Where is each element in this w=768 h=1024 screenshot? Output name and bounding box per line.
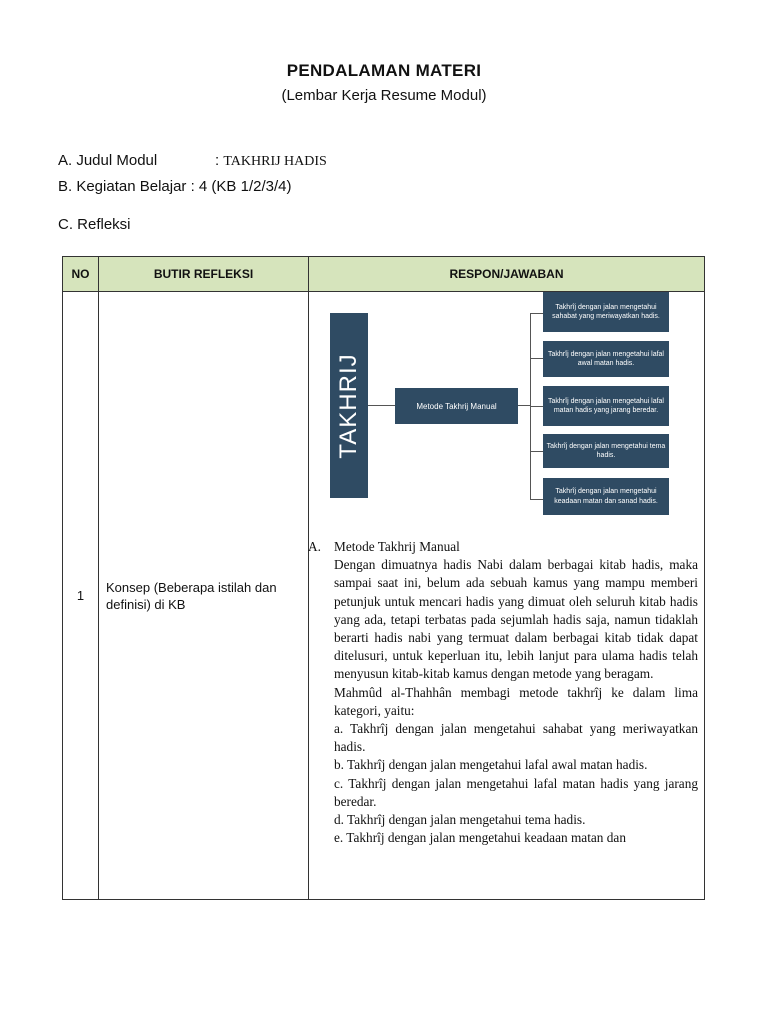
kegiatan-belajar-line: B. Kegiatan Belajar : 4 (KB 1/2/3/4) (58, 178, 292, 195)
diagram-branch-box: Takhrîj dengan jalan mengetahui sahabat yang meriwayatkan hadis. (543, 292, 669, 332)
diagram-root-label: TAKHRIJ (335, 352, 362, 459)
judul-label: A. Judul Modul (58, 152, 158, 169)
response-heading-marker: A. (308, 539, 321, 554)
page-subtitle: (Lembar Kerja Resume Modul) (281, 87, 487, 104)
diagram-branch-box: Takhrîj dengan jalan mengetahui tema hadis. (543, 434, 669, 468)
header-respon-jawaban: RESPON/JAWABAN (308, 256, 705, 292)
diagram-connector (530, 499, 543, 500)
row-butir-refleksi (98, 291, 309, 900)
response-text (308, 538, 698, 847)
judul-modul-line (58, 152, 327, 170)
diagram-method-box: Metode Takhrij Manual (395, 388, 518, 424)
response-heading-text: Metode Takhrij Manual (334, 539, 460, 554)
response-list-item: a. Takhrîj dengan jalan mengetahui sahabat yang meriwayatkan hadis. (334, 721, 698, 755)
response-paragraph: Mahmûd al-Thahhân membagi metode takhrîj ke dalam lima kategori, yaitu: (334, 684, 698, 718)
diagram-connector (530, 451, 543, 452)
diagram-connector (518, 405, 530, 406)
diagram-connector (530, 313, 543, 314)
response-list-item: e. Takhrîj dengan jalan mengetahui keadaan matan dan (334, 830, 626, 846)
diagram-branch-box: Takhrîj dengan jalan mengetahui lafal matan hadis yang jarang beredar. (543, 386, 669, 426)
row-number: 1 (62, 291, 99, 900)
diagram-branch-box: Takhrîj dengan jalan mengetahui keadaan matan dan sanad hadis. (543, 478, 669, 515)
judul-colon: : (215, 152, 220, 169)
page-title: PENDALAMAN MATERI (286, 61, 482, 80)
refleksi-heading: C. Refleksi (58, 216, 131, 233)
diagram-connector (368, 405, 395, 406)
diagram-connector (530, 406, 543, 407)
response-body (308, 556, 698, 847)
judul-value: TAKHRIJ HADIS (223, 154, 327, 169)
header-no: NO (62, 256, 99, 292)
diagram-branch-box: Takhrîj dengan jalan mengetahui lafal awal matan hadis. (543, 341, 669, 377)
response-list-item: b. Takhrîj dengan jalan mengetahui lafal awal matan hadis. (334, 757, 648, 773)
diagram-connector (530, 358, 543, 359)
response-heading (308, 538, 698, 556)
diagram-root-box (330, 313, 368, 498)
response-list-item: d. Takhrîj dengan jalan mengetahui tema hadis. (334, 812, 586, 828)
response-paragraph: Dengan dimuatnya hadis Nabi dalam berbagai kitab hadis, maka sampai saat ini, belum ada sebuah kamus yang mampu memberi petunjuk untuk mencari hadis yang dimuat oleh seluruh kitab hadis yang ada, tetapi terbatas pada sejumlah hadis saja, namun tidaklah berarti hadis nabi yang termuat dalam berbagai kitab tidak dapat ditelusuri, untuk keperluan itu, lebih lanjut para ulama hadis telah menyusun kitab-kitab kamus dengan metode yang beragam. (334, 557, 698, 682)
response-list-item: c. Takhrîj dengan jalan mengetahui lafal matan hadis yang jarang beredar. (334, 775, 698, 809)
header-butir-refleksi: BUTIR REFLEKSI (98, 256, 309, 292)
butir-text: Konsep (Beberapa istilah dan definisi) di KB (106, 579, 277, 612)
refleksi-table (62, 256, 705, 900)
